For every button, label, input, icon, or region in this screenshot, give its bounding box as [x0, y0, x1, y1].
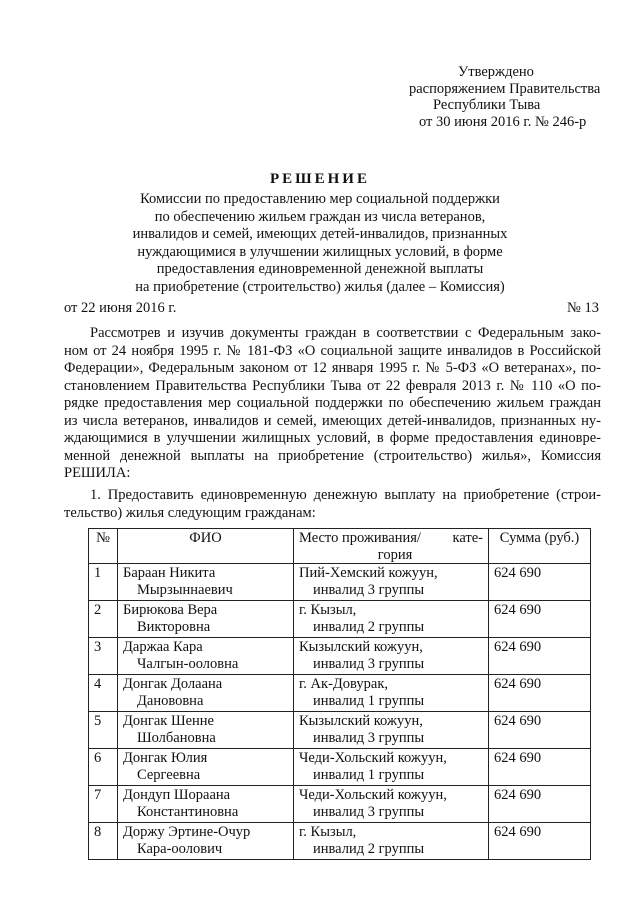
table-row: [89, 675, 591, 712]
table-header-row: [89, 529, 591, 564]
name-line: Мырзыннаевич: [137, 581, 233, 598]
body-line: из числа ветеранов, инвалидов и семей, имеющих детей-инвалидов, признанных ну-: [64, 412, 601, 429]
header-num: №: [89, 529, 118, 564]
header-place-a: Место проживания/: [299, 530, 421, 546]
document-subtitle: [0, 191, 640, 296]
place-line: Пий-Хемский кожуун,: [299, 565, 438, 581]
body-line: ждающимися в улучшении жилищных условий, в форме предоставления единовре-: [64, 430, 601, 446]
row-name: [118, 823, 294, 860]
body-line: РЕШИЛА:: [64, 465, 131, 481]
table-row: [89, 712, 591, 749]
recipients-table: [88, 528, 591, 860]
place-line: г. Кызыл,: [299, 602, 357, 618]
place-line: Кызылский кожуун,: [299, 639, 423, 655]
subtitle-line: инвалидов и семей, имеющих детей-инвалидов, признанных: [132, 226, 508, 242]
name-line: Донгак Юлия: [123, 750, 208, 766]
header-place: [294, 529, 489, 564]
row-name: [118, 638, 294, 675]
name-line: Чалгын-ооловна: [137, 655, 239, 672]
approval-block: [395, 64, 600, 130]
row-num: 8: [89, 823, 118, 860]
name-line: Донгак Шенне: [123, 713, 214, 729]
row-num: 6: [89, 749, 118, 786]
name-line: Бараан Никита: [123, 565, 216, 581]
place-line: инвалид 3 группы: [313, 655, 425, 672]
name-line: Викторовна: [137, 618, 211, 635]
name-line: Константиновна: [137, 803, 239, 820]
row-place: [294, 564, 489, 601]
name-line: Даржаа Кара: [123, 639, 203, 655]
row-name: [118, 749, 294, 786]
place-line: Кызылский кожуун,: [299, 713, 423, 729]
table-row: [89, 601, 591, 638]
header-place-b: кате-: [452, 530, 483, 546]
approval-line-3: Республики Тыва: [433, 97, 541, 113]
row-sum: 624 690: [489, 675, 591, 712]
row-sum: 624 690: [489, 638, 591, 675]
row-num: 3: [89, 638, 118, 675]
table-row: [89, 564, 591, 601]
table-row: [89, 638, 591, 675]
row-num: 4: [89, 675, 118, 712]
body-line: менной денежной выплаты на приобретение (строительство) жилья», Комиссия: [64, 447, 601, 464]
row-place: [294, 675, 489, 712]
body-line: становлением Правительства Республики Тыва от 22 февраля 2013 г. № 110 «О по-: [64, 377, 601, 394]
table-row: [89, 749, 591, 786]
place-line: г. Кызыл,: [299, 824, 357, 840]
row-num: 2: [89, 601, 118, 638]
header-sum: Сумма (руб.): [489, 529, 591, 564]
row-num: 7: [89, 786, 118, 823]
table-row: [89, 786, 591, 823]
approval-line-1: Утверждено: [458, 64, 534, 80]
name-line: Дондуп Шораана: [123, 787, 231, 803]
row-name: [118, 675, 294, 712]
body-line: рядке предоставления мер социальной поддержки по обеспечению жильем граждан: [64, 395, 601, 411]
name-line: Донгак Долаана: [123, 676, 223, 692]
row-place: [294, 712, 489, 749]
name-line: Доржу Эртине-Очур: [123, 824, 251, 840]
row-name: [118, 564, 294, 601]
table-row: [89, 823, 591, 860]
decision-date: от 22 июня 2016 г.: [64, 300, 177, 316]
row-place: [294, 749, 489, 786]
name-line: Данововна: [137, 692, 204, 709]
row-name: [118, 786, 294, 823]
row-num: 5: [89, 712, 118, 749]
row-place: [294, 823, 489, 860]
row-sum: 624 690: [489, 564, 591, 601]
place-line: инвалид 2 группы: [313, 618, 425, 635]
approval-line-2: распоряжением Правительства: [409, 80, 601, 97]
row-sum: 624 690: [489, 601, 591, 638]
row-place: [294, 786, 489, 823]
place-line: инвалид 3 группы: [313, 581, 425, 598]
body-line: Рассмотрев и изучив документы граждан в соответствии с Федеральным зако-: [90, 325, 601, 341]
header-place-c: гория: [377, 546, 413, 563]
place-line: инвалид 3 группы: [313, 803, 425, 820]
subtitle-line: Комиссии по предоставлению мер социальной поддержки: [140, 191, 500, 207]
place-line: г. Ак-Довурак,: [299, 676, 389, 692]
item-1-line: тельство) жилья следующим гражданам:: [64, 504, 316, 521]
place-line: Чеди-Хольский кожуун,: [299, 787, 447, 803]
date-number-line: [64, 300, 599, 317]
subtitle-line: по обеспечению жильем граждан из числа ветеранов,: [154, 208, 486, 225]
row-place: [294, 601, 489, 638]
decision-number: № 13: [567, 300, 599, 316]
row-sum: 624 690: [489, 712, 591, 749]
place-line: инвалид 2 группы: [313, 840, 425, 857]
row-num: 1: [89, 564, 118, 601]
subtitle-line: нуждающимися в улучшении жилищных условий, в форме: [137, 243, 503, 260]
row-sum: 624 690: [489, 749, 591, 786]
name-line: Сергеевна: [137, 766, 201, 783]
place-line: инвалид 1 группы: [313, 692, 425, 709]
row-place: [294, 638, 489, 675]
name-line: Шолбановна: [137, 729, 216, 746]
row-name: [118, 712, 294, 749]
subtitle-line: на приобретение (строительство) жилья (далее – Комиссия): [135, 278, 505, 295]
name-line: Кара-оолович: [137, 840, 223, 857]
place-line: Чеди-Хольский кожуун,: [299, 750, 447, 766]
approval-line-4: от 30 июня 2016 г. № 246-р: [419, 113, 587, 130]
document-title: РЕШЕНИЕ: [270, 171, 370, 187]
subtitle-line: предоставления единовременной денежной выплаты: [156, 261, 484, 277]
item-1-line: 1. Предоставить единовременную денежную выплату на приобретение (строи-: [90, 487, 601, 503]
place-line: инвалид 1 группы: [313, 766, 425, 783]
row-sum: 624 690: [489, 786, 591, 823]
name-line: Бирюкова Вера: [123, 602, 218, 618]
body-line: ном от 24 ноября 1995 г. № 181-ФЗ «О социальной защите инвалидов в Российской: [64, 342, 601, 359]
body-paragraph: [64, 325, 601, 483]
place-line: инвалид 3 группы: [313, 729, 425, 746]
row-sum: 624 690: [489, 823, 591, 860]
row-name: [118, 601, 294, 638]
body-line: Федерации», Федеральным законом от 12 января 1995 г. № 5-ФЗ «О ветеранах», по-: [64, 360, 601, 376]
item-1-paragraph: [64, 487, 601, 522]
header-fio: ФИО: [118, 529, 294, 564]
